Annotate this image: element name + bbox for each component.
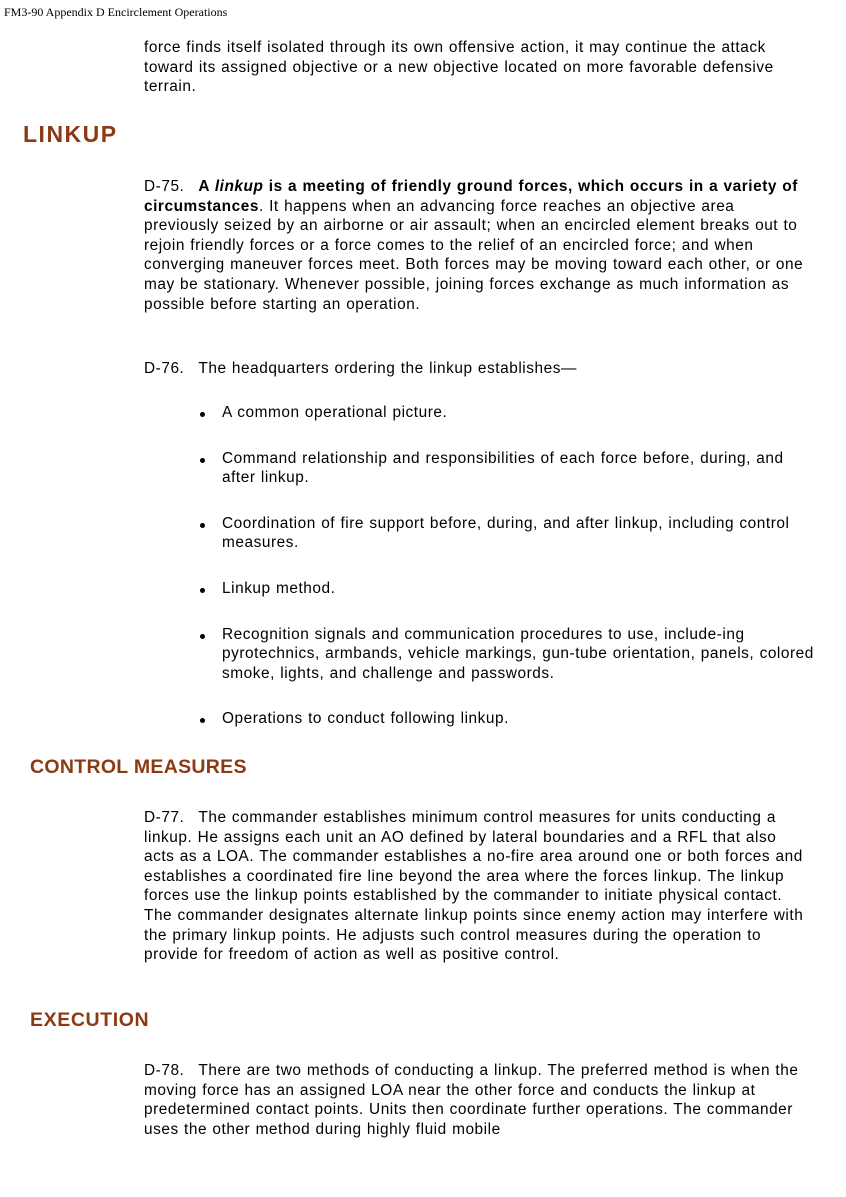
list-item-text: A common operational picture. [222,404,448,421]
list-item-text: Command relationship and responsibilities of each force before, during, and after linkup. [222,449,784,487]
list-item-text: Coordination of fire support before, during, and after linkup, including control measures. [222,514,790,552]
bullet-icon [200,588,205,593]
defined-term: linkup [214,178,264,195]
bullet-icon [200,634,205,639]
paragraph-body: There are two methods of conducting a linkup. The preferred method is when the moving force has an assigned LOA near the other force and conducts the linkup at predetermined contact points. Units then coordinate further operations. The commander uses the other method during highly fluid mobile [144,1062,799,1138]
list-item [196,709,816,729]
list-item-text: Operations to conduct following linkup. [222,710,509,728]
paragraph-body: The headquarters ordering the linkup establishes— [198,360,577,377]
running-header: FM3-90 Appendix D Encirclement Operations [4,5,228,19]
list-item-text: Linkup method. [222,579,336,597]
paragraph-body: The commander establishes minimum control measures for units conducting a linkup. He assigns each unit an AO defined by lateral boundaries and a RFL that also acts as a LOA. The commander establishes a no-fire area around one or both forces and establishes a coordinated fire line beyond the area where the forces linkup. The linkup forces use the linkup points established by the commander to initiate physical contact. The commander designates alternate linkup points since enemy action may interfere with the primary linkup points. He adjusts such control measures during the operation to provide for freedom of action as well as positive control. [144,809,804,964]
list-item [196,514,816,553]
list-item-text: Recognition signals and communication procedures to use, include-ing pyrotechnics, armbands, vehicle markings, gun-tube orientation, panels, colored smoke, lights, and challenge and passwords. [222,625,814,682]
paragraph-number: D-77. [144,809,185,826]
intro-paragraph: force finds itself isolated through its own offensive action, it may continue the attack toward its assigned objective or a new objective located on more favorable defensive terrain. [144,39,774,96]
bullet-icon [200,523,205,528]
section-heading-linkup: LINKUP [23,121,118,147]
paragraph-number: D-75. [144,178,185,195]
list-item [196,403,816,423]
paragraph-body: . It happens when an advancing force reaches an objective area previously seized by an airborne or air assault; when an encircled element breaks out to rejoin friendly forces or a force comes to the relief of an encircled force; and when converging maneuver forces meet. Both forces may be moving toward each other, or one may be stationary. Whenever possible, joining forces exchange as much information as possible before starting an operation. [144,197,804,313]
paragraph-number: D-76. [144,360,185,377]
list-item [196,625,816,684]
bullet-icon [200,458,205,463]
paragraph-number: D-78. [144,1062,185,1079]
list-item [196,449,816,488]
definition-lead-pre: A [198,178,215,195]
section-heading-control-measures: CONTROL MEASURES [30,756,247,778]
section-heading-execution: EXECUTION [30,1009,150,1031]
paragraph-d76 [144,359,812,379]
bullet-icon [200,412,205,417]
bullet-icon [200,718,205,723]
list-item [196,579,816,599]
paragraph-d75 [144,177,812,314]
paragraph-d78 [144,1061,812,1139]
definition-lead-post: is a meeting of friendly ground forces, which occurs in a variety of circumstances [144,178,798,215]
linkup-requirements-list [196,403,816,755]
paragraph-d77 [144,808,812,965]
